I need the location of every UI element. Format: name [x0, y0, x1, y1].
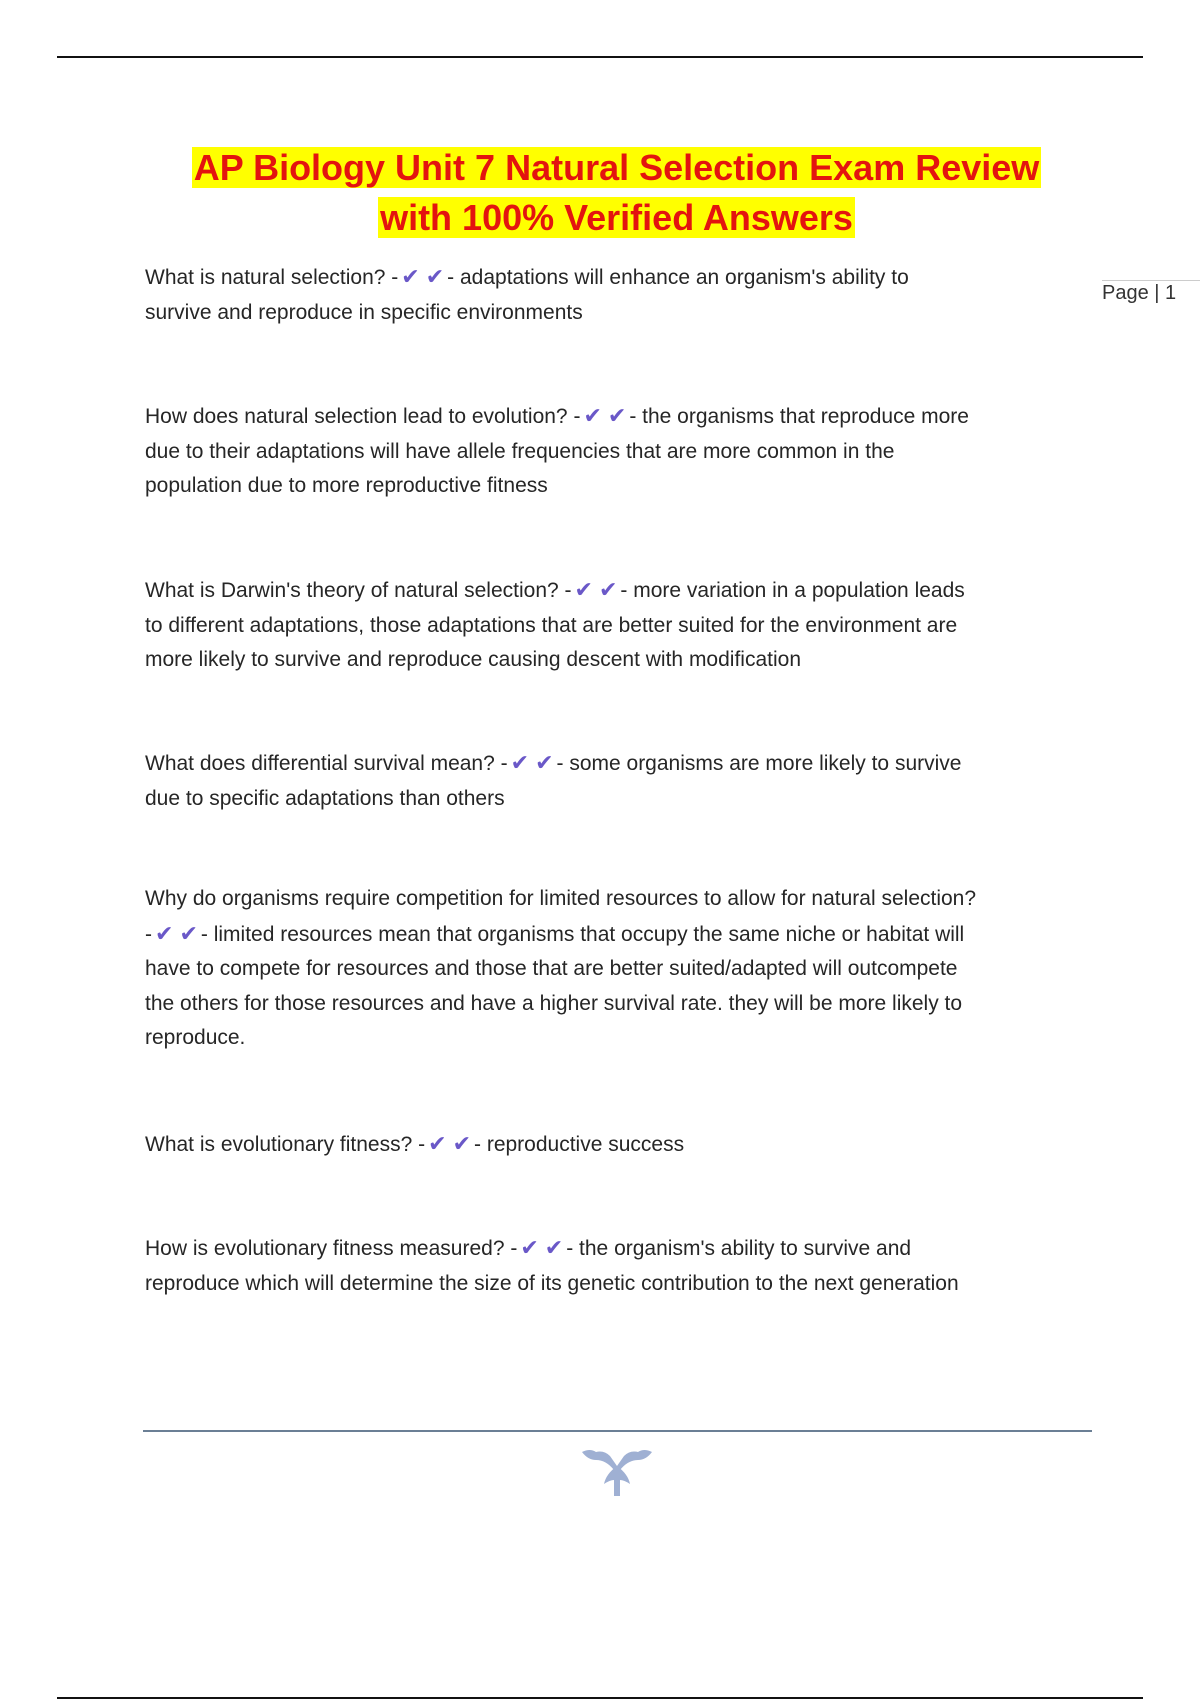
- qa-text: What is Darwin's theory of natural selection? -: [145, 579, 572, 602]
- checkmark-icon: ✔: [179, 920, 198, 946]
- qa-text: What does differential survival mean? -: [145, 752, 508, 775]
- checkmark-icon: ✔: [401, 264, 420, 289]
- footer-rule: [143, 1430, 1092, 1432]
- qa-item: [145, 260, 909, 330]
- checkmark-icon: ✔: [535, 750, 554, 775]
- qa-text: Why do organisms require competition for limited resources to allow for natural selection?: [145, 887, 977, 910]
- qa-line: [145, 746, 961, 782]
- page-number-rule: [1102, 280, 1200, 281]
- qa-answer-text: - more variation in a population leads: [620, 579, 965, 602]
- qa-text: How is evolutionary fitness measured? -: [145, 1237, 518, 1260]
- header-rule: [57, 56, 1143, 58]
- title-line-2: with 100% Verified Answers: [380, 197, 853, 238]
- qa-line: [145, 882, 976, 917]
- qa-text: due to specific adaptations than others: [145, 786, 505, 810]
- qa-text: survive and reproduce in specific environments: [145, 300, 583, 324]
- qa-line: [145, 1021, 976, 1056]
- checkmark-icon: ✔: [607, 403, 627, 428]
- checkmark-icon: ✔: [428, 1131, 447, 1156]
- qa-line: [145, 296, 909, 331]
- qa-answer-text: - reproductive success: [474, 1133, 685, 1156]
- qa-text: have to compete for resources and those that are better suited/adapted will outcompete: [145, 957, 958, 980]
- qa-text: population due to more reproductive fitness: [145, 474, 548, 497]
- qa-text: more likely to survive and reproduce causing descent with modification: [145, 648, 801, 671]
- checkmark-icon: ✔: [425, 264, 445, 289]
- qa-text: to different adaptations, those adaptations that are better suited for the environment are: [145, 613, 958, 637]
- qa-line: [145, 987, 976, 1022]
- qa-line: [145, 260, 909, 296]
- checkmark-icon: ✔: [520, 1235, 539, 1260]
- qa-text: What is natural selection? -: [145, 266, 399, 289]
- checkmark-icon: ✔: [583, 403, 602, 428]
- qa-line: [145, 1231, 959, 1267]
- qa-item: [145, 573, 965, 678]
- checkmark-icon: ✔: [155, 920, 174, 946]
- qa-line: [145, 609, 965, 644]
- qa-answer-text: - the organisms that reproduce more: [629, 405, 969, 428]
- qa-answer-text: - limited resources mean that organisms that occupy the same niche or habitat will: [200, 922, 965, 946]
- qa-line: [145, 399, 969, 435]
- qa-item: [145, 1231, 959, 1301]
- qa-text: -: [145, 922, 152, 946]
- qa-item: [145, 399, 969, 504]
- qa-line: [145, 573, 965, 609]
- checkmark-icon: ✔: [544, 1235, 564, 1260]
- checkmark-icon: ✔: [510, 750, 530, 775]
- document-title: [0, 143, 1200, 243]
- checkmark-icon: ✔: [452, 1131, 471, 1156]
- qa-item: [145, 1127, 684, 1163]
- qa-text: the others for those resources and have a higher survival rate. they will be more likely to: [145, 991, 963, 1015]
- page-number: Page | 1: [1102, 282, 1177, 304]
- qa-text: due to their adaptations will have allele frequencies that are more common in the: [145, 439, 895, 463]
- qa-line: [145, 952, 976, 987]
- qa-line: [145, 469, 969, 504]
- footer-bottom-rule: [57, 1697, 1143, 1699]
- qa-item: [145, 746, 961, 816]
- sprout-logo-icon: [580, 1446, 654, 1498]
- qa-answer-text: - adaptations will enhance an organism's ability to: [447, 266, 909, 289]
- qa-text: reproduce which will determine the size of its genetic contribution to the next generation: [145, 1271, 959, 1295]
- qa-line: [145, 1267, 959, 1302]
- qa-line: [145, 643, 965, 678]
- checkmark-icon: ✔: [598, 577, 618, 602]
- qa-line: [145, 917, 976, 953]
- checkmark-icon: ✔: [574, 577, 593, 602]
- qa-line: [145, 782, 961, 817]
- qa-text: How does natural selection lead to evolution? -: [145, 405, 581, 428]
- qa-text: reproduce.: [145, 1026, 246, 1049]
- qa-item: [145, 882, 976, 1056]
- qa-answer-text: - the organism's ability to survive and: [566, 1237, 912, 1260]
- qa-text: What is evolutionary fitness? -: [145, 1133, 426, 1156]
- qa-line: [145, 435, 969, 470]
- qa-line: [145, 1127, 684, 1163]
- title-line-1: AP Biology Unit 7 Natural Selection Exam Review: [193, 147, 1040, 188]
- qa-answer-text: - some organisms are more likely to survive: [556, 752, 962, 775]
